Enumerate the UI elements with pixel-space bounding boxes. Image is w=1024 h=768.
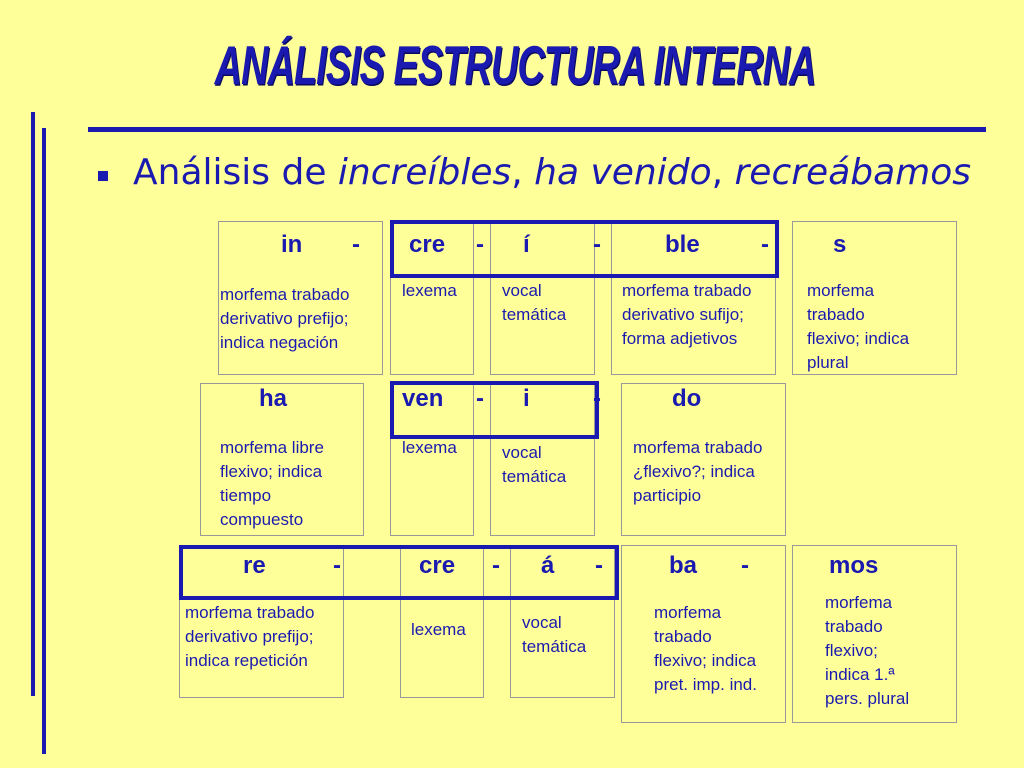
- subtitle-sep-1: ,: [511, 152, 535, 193]
- morpheme-separator: -: [595, 552, 603, 579]
- morpheme: á: [541, 552, 555, 579]
- morpheme-separator: -: [333, 552, 341, 579]
- subtitle: [133, 152, 971, 193]
- description: vocal temática: [502, 443, 567, 486]
- morpheme: in: [281, 231, 303, 258]
- morpheme: ble: [665, 231, 700, 258]
- morpheme: í: [523, 231, 530, 258]
- description: lexema: [411, 620, 466, 639]
- morpheme-separator: -: [761, 231, 769, 258]
- description: morfema trabado derivativo prefijo; indica negación: [220, 285, 350, 352]
- description: lexema: [402, 281, 457, 300]
- morpheme: do: [672, 385, 702, 412]
- description: morfema trabado flexivo; indica plural: [807, 281, 910, 372]
- left-vertical-bar-inner: [42, 128, 46, 754]
- morpheme-separator: -: [492, 552, 500, 579]
- subtitle-word-1: increíbles: [337, 152, 512, 193]
- bullet-square-icon: [98, 171, 108, 181]
- subtitle-sep-2: ,: [711, 152, 735, 193]
- morpheme-separator: -: [593, 385, 601, 412]
- morpheme: ha: [259, 385, 288, 412]
- morpheme: ba: [669, 552, 698, 579]
- description: morfema trabado flexivo; indica pret. imp. ind.: [654, 603, 757, 694]
- description: morfema libre flexivo; indica tiempo compuesto: [220, 438, 324, 529]
- morpheme: i: [523, 385, 530, 412]
- left-vertical-bar: [31, 112, 35, 696]
- description: morfema trabado derivativo prefijo; indica repetición: [185, 603, 315, 670]
- row1-highlight-frame: [390, 220, 779, 278]
- subtitle-word-2: ha venido: [534, 152, 712, 193]
- description: vocal temática: [502, 281, 567, 324]
- morpheme: s: [833, 231, 847, 258]
- description: vocal temática: [522, 613, 587, 656]
- morpheme-separator: -: [593, 231, 601, 258]
- morpheme: re: [243, 552, 266, 579]
- morpheme: mos: [829, 552, 879, 579]
- morpheme-separator: -: [476, 231, 484, 258]
- morpheme: cre: [419, 552, 456, 579]
- morpheme-separator: -: [352, 231, 360, 258]
- title-underline-bar: [88, 127, 986, 132]
- subtitle-word-3: recreábamos: [734, 152, 972, 193]
- subtitle-prefix: Análisis de: [133, 152, 338, 193]
- description: morfema trabado ¿flexivo?; indica participio: [633, 438, 763, 505]
- description: lexema: [402, 438, 457, 457]
- morpheme-separator: -: [741, 552, 749, 579]
- morpheme: cre: [409, 231, 446, 258]
- description: morfema trabado flexivo; indica 1.ª pers. plural: [825, 593, 910, 708]
- morpheme: ven: [402, 385, 444, 412]
- description: morfema trabado derivativo sufijo; forma adjetivos: [622, 281, 752, 348]
- morpheme-separator: -: [476, 385, 484, 412]
- page-title: ANÁLISIS ESTRUCTURA INTERNA: [214, 36, 816, 97]
